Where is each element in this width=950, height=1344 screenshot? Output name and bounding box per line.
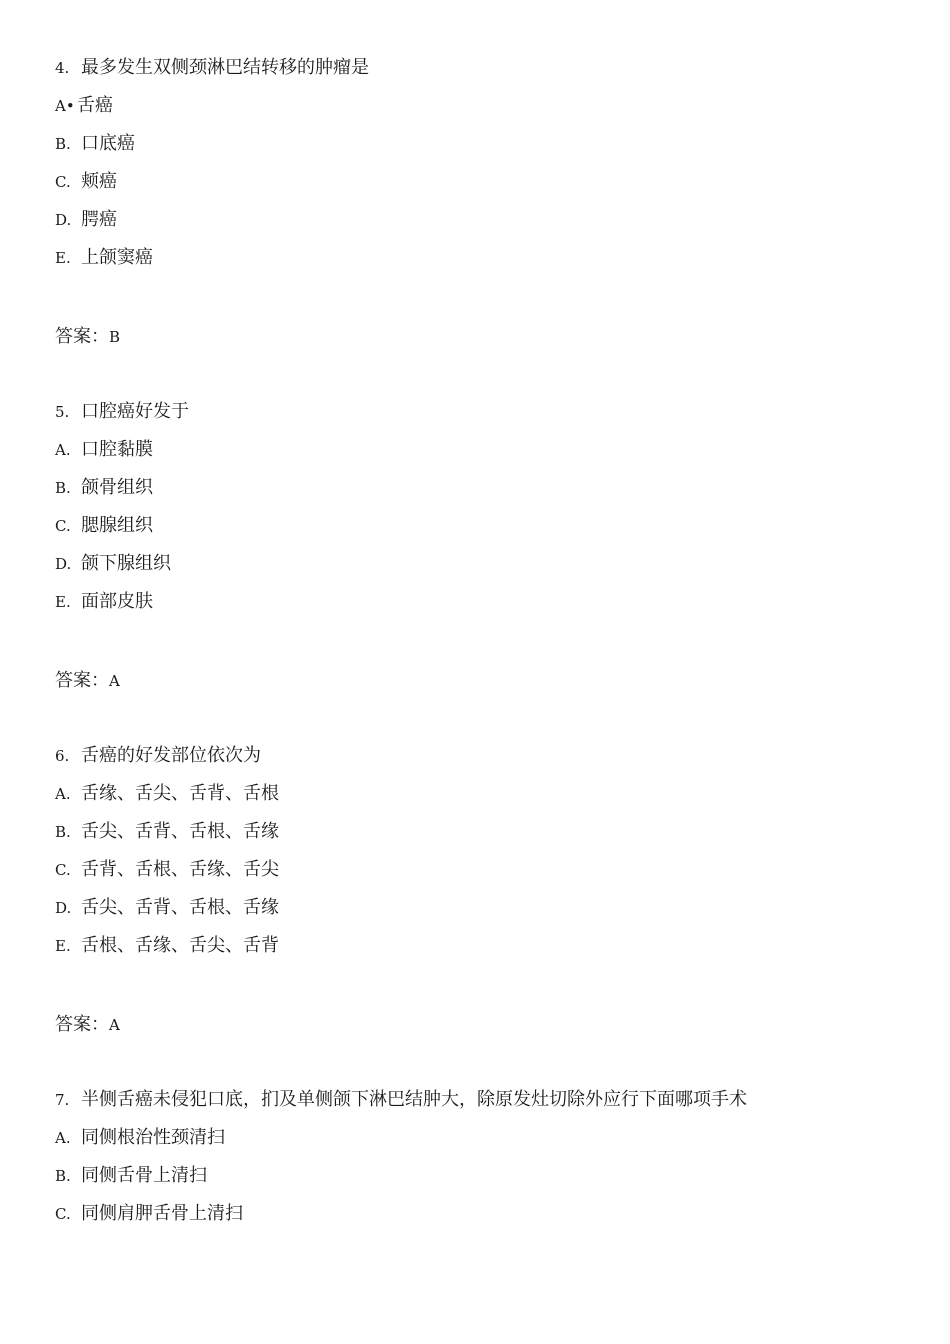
question-5-stem: [55, 400, 189, 424]
question-5-option-b: [55, 476, 153, 500]
option-text: 舌尖、舌背、舌根、舌缘: [81, 897, 279, 918]
question-6-answer: [55, 1013, 120, 1037]
option-label: D.: [55, 899, 72, 917]
option-text: 面部皮肤: [81, 591, 153, 612]
option-text: 同侧肩胛舌骨上清扫: [81, 1203, 243, 1224]
option-text: 舌尖、舌背、舌根、舌缘: [81, 821, 279, 842]
option-label: D.: [55, 555, 72, 573]
option-label: C.: [55, 517, 71, 535]
question-6-option-e: [55, 934, 279, 958]
question-4-stem: [55, 56, 369, 80]
question-5-option-e: [55, 590, 153, 614]
question-6-option-b: [55, 820, 279, 844]
option-label: B.: [55, 823, 71, 841]
question-5-option-a: [55, 438, 153, 462]
question-text: 半侧舌癌未侵犯口底，扪及单侧颌下淋巴结肿大，除原发灶切除外应行下面哪项手术: [81, 1089, 747, 1110]
option-label: A•: [55, 97, 75, 115]
question-7-option-b: [55, 1164, 207, 1188]
option-text: 同侧根治性颈清扫: [81, 1127, 225, 1148]
question-number: 4.: [55, 59, 70, 77]
option-label: C.: [55, 861, 71, 879]
option-label: B.: [55, 479, 71, 497]
option-label: D.: [55, 211, 72, 229]
option-text: 口腔黏膜: [81, 439, 153, 460]
question-number: 7.: [55, 1091, 70, 1109]
question-4-option-d: [55, 208, 117, 232]
question-7-stem: [55, 1088, 747, 1112]
option-text: 颊癌: [81, 171, 117, 192]
option-text: 舌根、舌缘、舌尖、舌背: [81, 935, 279, 956]
answer-value: A: [109, 1016, 120, 1034]
question-4-option-b: [55, 132, 135, 156]
option-text: 上颌窦癌: [81, 247, 153, 268]
question-text: 最多发生双侧颈淋巴结转移的肿瘤是: [81, 57, 369, 78]
answer-label: 答案：: [55, 1014, 109, 1035]
answer-value: B: [109, 328, 121, 346]
option-label: A.: [55, 785, 71, 803]
option-text: 颌下腺组织: [81, 553, 171, 574]
option-label: E.: [55, 937, 71, 955]
option-label: B.: [55, 1167, 71, 1185]
option-label: C.: [55, 173, 71, 191]
option-text: 腭癌: [81, 209, 117, 230]
option-text: 舌背、舌根、舌缘、舌尖: [81, 859, 279, 880]
question-6-option-c: [55, 858, 279, 882]
question-number: 5.: [55, 403, 70, 421]
option-label: B.: [55, 135, 71, 153]
question-4-option-a: [55, 94, 113, 118]
question-text: 舌癌的好发部位依次为: [81, 745, 261, 766]
answer-label: 答案：: [55, 326, 109, 347]
question-5-option-c: [55, 514, 153, 538]
question-4-option-e: [55, 246, 153, 270]
question-6-option-d: [55, 896, 279, 920]
option-label: A.: [55, 441, 71, 459]
question-text: 口腔癌好发于: [81, 401, 189, 422]
option-label: E.: [55, 593, 71, 611]
question-number: 6.: [55, 747, 70, 765]
question-7-option-c: [55, 1202, 243, 1226]
question-4-answer: [55, 325, 120, 349]
option-text: 舌癌: [77, 95, 113, 116]
question-7-option-a: [55, 1126, 225, 1150]
option-label: A.: [55, 1129, 71, 1147]
option-text: 同侧舌骨上清扫: [81, 1165, 207, 1186]
question-5-option-d: [55, 552, 171, 576]
answer-value: A: [109, 672, 120, 690]
option-label: C.: [55, 1205, 71, 1223]
option-label: E.: [55, 249, 71, 267]
question-4-option-c: [55, 170, 117, 194]
option-text: 口底癌: [81, 133, 135, 154]
option-text: 舌缘、舌尖、舌背、舌根: [81, 783, 279, 804]
question-6-option-a: [55, 782, 279, 806]
question-6-stem: [55, 744, 261, 768]
option-text: 颌骨组织: [81, 477, 153, 498]
answer-label: 答案：: [55, 670, 109, 691]
option-text: 腮腺组织: [81, 515, 153, 536]
question-5-answer: [55, 669, 120, 693]
